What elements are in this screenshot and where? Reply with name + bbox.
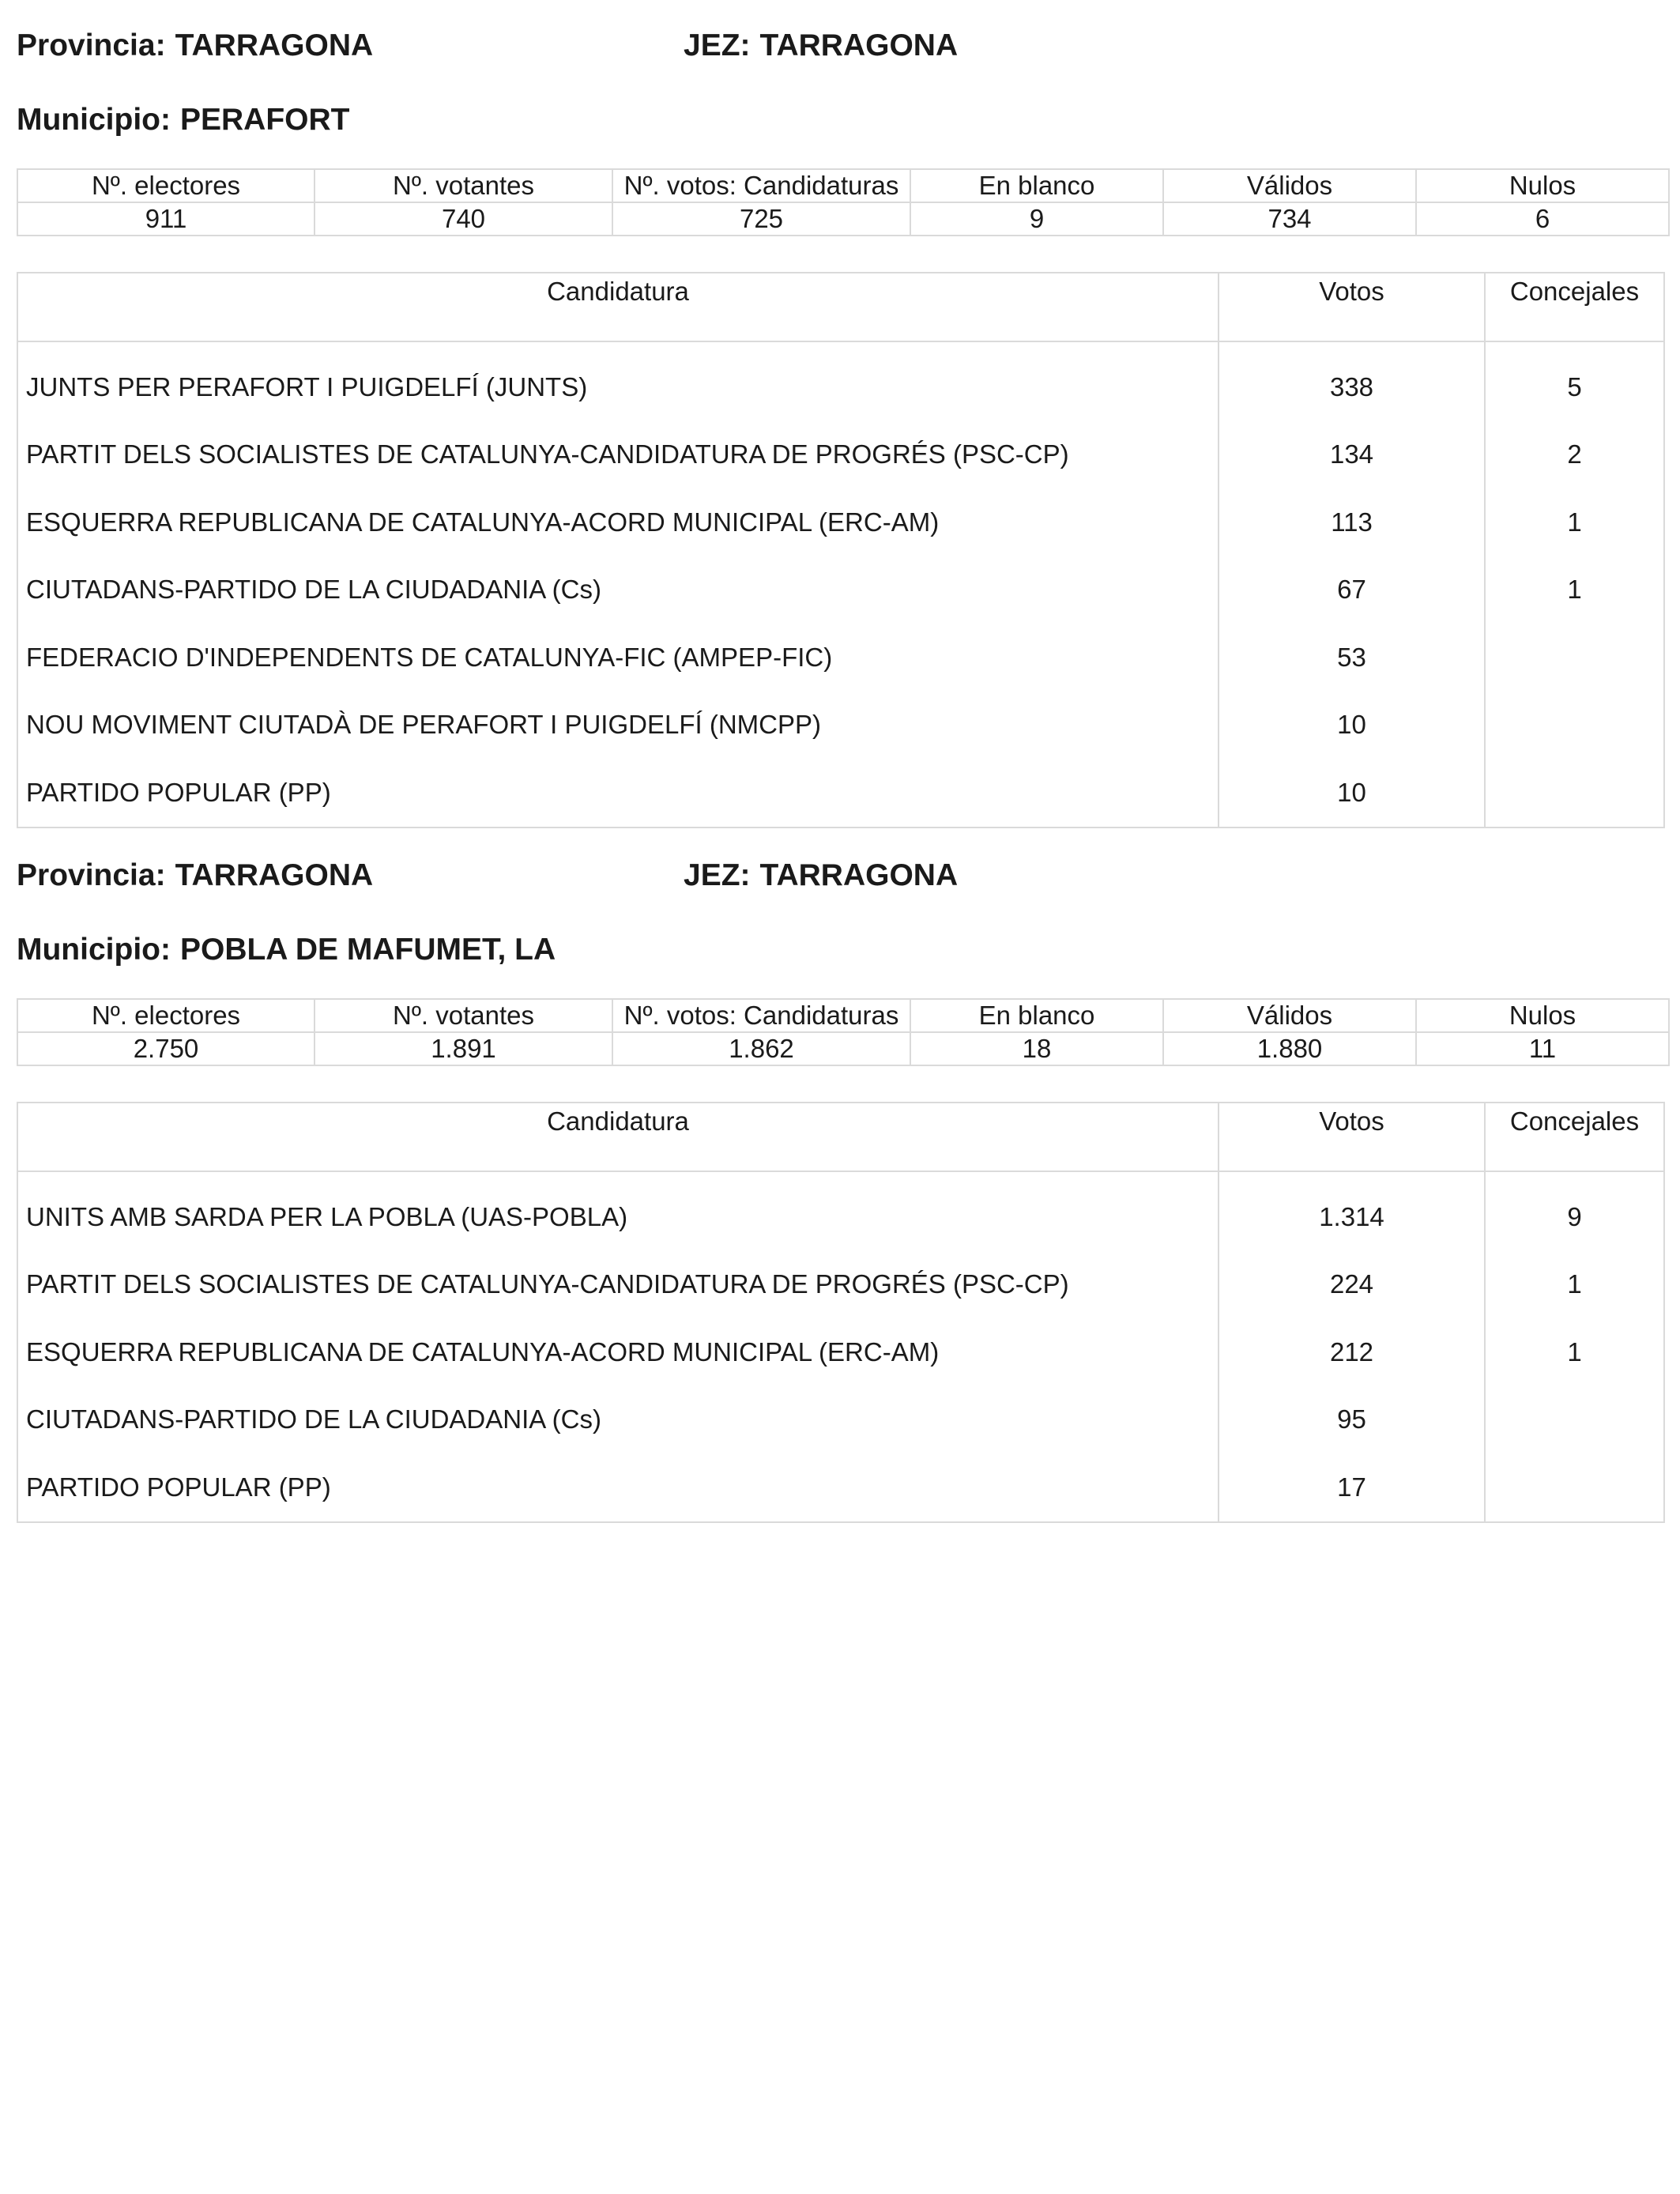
concejales-cell: 1 (1485, 488, 1664, 556)
summary-header-cell: Nº. votantes (315, 169, 612, 202)
candidatura-cell: CIUTADANS-PARTIDO DE LA CIUDADANIA (Cs) (26, 1404, 601, 1434)
candidatura-cell: ESQUERRA REPUBLICANA DE CATALUNYA-ACORD MUNICIPAL (ERC-AM) (26, 1336, 940, 1367)
summary-value-cell: 1.862 (612, 1032, 910, 1065)
summary-header-cell: Nº. electores (17, 169, 315, 202)
summary-value-cell: 6 (1416, 202, 1669, 236)
votos-cell: 10 (1219, 692, 1485, 760)
provincia-heading: Provincia: TARRAGONA (17, 28, 374, 62)
votos-cell: 212 (1219, 1318, 1485, 1386)
provincia-value: TARRAGONA (175, 28, 374, 62)
votos-cell: 224 (1219, 1251, 1485, 1319)
candidatura-cell: UNITS AMB SARDA PER LA POBLA (UAS-POBLA) (26, 1201, 628, 1231)
votos-cell: 338 (1219, 341, 1485, 421)
summary-header-cell: Nulos (1416, 999, 1669, 1032)
candidatura-cell: ESQUERRA REPUBLICANA DE CATALUNYA-ACORD MUNICIPAL (ERC-AM) (26, 507, 940, 537)
summary-header-cell: Nº. votantes (315, 999, 612, 1032)
table-row (17, 1171, 1664, 1251)
provincia-value: TARRAGONA (175, 858, 374, 892)
results-table (17, 272, 1665, 828)
table-row (17, 421, 1664, 489)
concejales-cell: 1 (1485, 556, 1664, 624)
votos-cell: 113 (1219, 488, 1485, 556)
candidatura-cell: PARTIDO POPULAR (PP) (26, 1472, 331, 1502)
results-header-row (17, 1103, 1664, 1171)
concejales-cell: 2 (1485, 421, 1664, 489)
candidatura-cell: PARTIDO POPULAR (PP) (26, 777, 331, 807)
concejales-cell: 9 (1485, 1171, 1664, 1251)
table-row (17, 1318, 1664, 1386)
summary-value-cell: 725 (612, 202, 910, 236)
municipio-value: POBLA DE MAFUMET, LA (179, 933, 556, 967)
votos-cell: 53 (1219, 624, 1485, 692)
summary-table (17, 998, 1670, 1066)
summary-header-cell: Nulos (1416, 169, 1669, 202)
summary-header-cell: Nº. electores (17, 999, 315, 1032)
results-table (17, 1102, 1665, 1523)
concejales-cell (1485, 1386, 1664, 1454)
votos-header: Votos (1219, 273, 1485, 341)
table-row (17, 1251, 1664, 1319)
candidatura-cell: JUNTS PER PERAFORT I PUIGDELFÍ (JUNTS) (26, 371, 588, 401)
summary-header-cell: En blanco (910, 169, 1163, 202)
concejales-cell (1485, 759, 1664, 827)
table-row (17, 556, 1664, 624)
table-row (17, 624, 1664, 692)
table-row (17, 692, 1664, 760)
candidatura-header: Candidatura (17, 1103, 1219, 1171)
candidatura-cell: FEDERACIO D'INDEPENDENTS DE CATALUNYA-FIC (AMPEP-FIC) (26, 642, 833, 672)
candidatura-cell: PARTIT DELS SOCIALISTES DE CATALUNYA-CANDIDATURA DE PROGRÉS (PSC-CP) (26, 1269, 1069, 1299)
jez-heading: JEZ: TARRAGONA (684, 858, 959, 892)
summary-value-row (17, 202, 1669, 236)
votos-cell: 67 (1219, 556, 1485, 624)
summary-value-cell: 1.880 (1163, 1032, 1416, 1065)
results-header-row (17, 273, 1664, 341)
concejales-cell (1485, 1453, 1664, 1522)
summary-value-cell: 2.750 (17, 1032, 315, 1065)
summary-header-cell: En blanco (910, 999, 1163, 1032)
candidatura-cell: NOU MOVIMENT CIUTADÀ DE PERAFORT I PUIGDELFÍ (NMCPP) (26, 710, 821, 740)
municipio-heading: Municipio: POBLA DE MAFUMET, LA (17, 933, 556, 967)
votos-cell: 17 (1219, 1453, 1485, 1522)
summary-header-row (17, 169, 1669, 202)
summary-value-cell: 911 (17, 202, 315, 236)
jez-value: TARRAGONA (759, 28, 959, 62)
jez-heading: JEZ: TARRAGONA (684, 28, 959, 62)
votos-cell: 134 (1219, 421, 1485, 489)
summary-table (17, 168, 1670, 236)
summary-value-cell: 11 (1416, 1032, 1669, 1065)
summary-header-cell: Válidos (1163, 169, 1416, 202)
votos-cell: 10 (1219, 759, 1485, 827)
candidatura-header: Candidatura (17, 273, 1219, 341)
summary-value-cell: 1.891 (315, 1032, 612, 1065)
jez-value: TARRAGONA (759, 858, 959, 892)
municipio-value: PERAFORT (179, 103, 350, 137)
concejales-header: Concejales (1485, 273, 1664, 341)
concejales-cell: 1 (1485, 1251, 1664, 1319)
votos-cell: 95 (1219, 1386, 1485, 1454)
provincia-heading: Provincia: TARRAGONA (17, 858, 374, 892)
candidatura-cell: PARTIT DELS SOCIALISTES DE CATALUNYA-CANDIDATURA DE PROGRÉS (PSC-CP) (26, 439, 1069, 469)
votos-cell: 1.314 (1219, 1171, 1485, 1251)
table-row (17, 341, 1664, 421)
summary-header-cell: Nº. votos: Candidaturas (612, 999, 910, 1032)
votos-header: Votos (1219, 1103, 1485, 1171)
concejales-cell (1485, 692, 1664, 760)
summary-header-row (17, 999, 1669, 1032)
summary-value-cell: 18 (910, 1032, 1163, 1065)
candidatura-cell: CIUTADANS-PARTIDO DE LA CIUDADANIA (Cs) (26, 575, 601, 605)
summary-value-cell: 734 (1163, 202, 1416, 236)
table-row (17, 1386, 1664, 1454)
concejales-cell (1485, 624, 1664, 692)
municipio-heading: Municipio: PERAFORT (17, 103, 350, 137)
concejales-header: Concejales (1485, 1103, 1664, 1171)
summary-value-cell: 740 (315, 202, 612, 236)
table-row (17, 488, 1664, 556)
table-row (17, 759, 1664, 827)
table-row (17, 1453, 1664, 1522)
concejales-cell: 1 (1485, 1318, 1664, 1386)
summary-value-cell: 9 (910, 202, 1163, 236)
concejales-cell: 5 (1485, 341, 1664, 421)
summary-header-cell: Nº. votos: Candidaturas (612, 169, 910, 202)
summary-value-row (17, 1032, 1669, 1065)
summary-header-cell: Válidos (1163, 999, 1416, 1032)
